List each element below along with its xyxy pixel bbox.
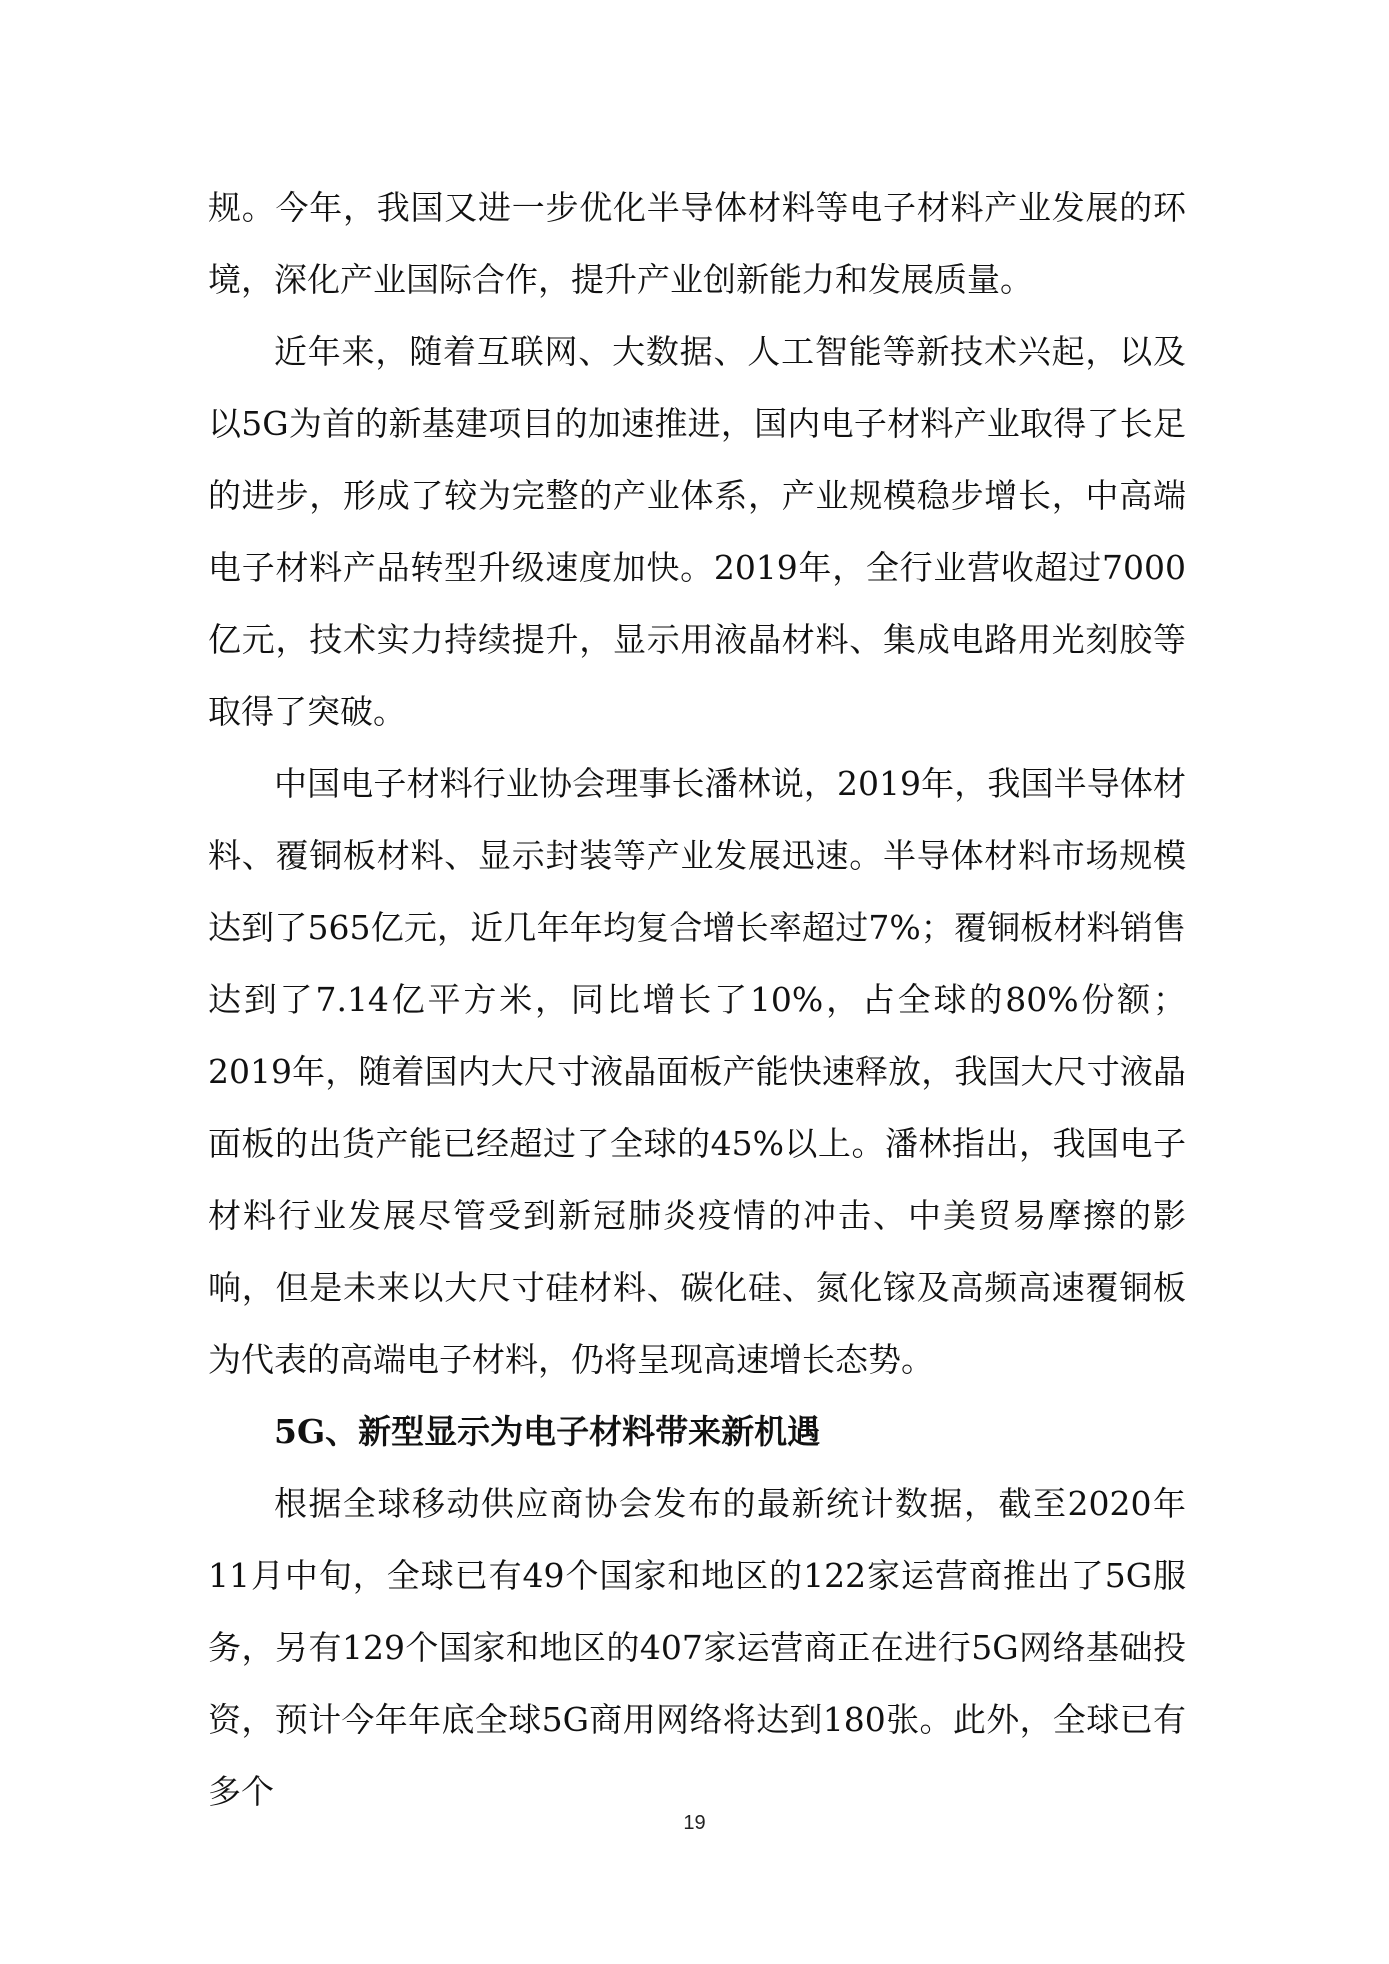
section-heading: 5G、新型显示为电子材料带来新机遇 <box>274 1412 821 1451</box>
article-body <box>208 172 1186 1828</box>
paragraph: 中国电子材料行业协会理事长潘林说，2019年，我国半导体材料、覆铜板材料、显示封装等产业发展迅速。半导体材料市场规模达到了565亿元，近几年年均复合增长率超过7%；覆铜板材料销售达到了7.14亿平方米，同比增长了10%，占全球的80%份额；2019年，随着国内大尺寸液晶面板产能快速释放，我国大尺寸液晶面板的出货产能已经超过了全球的45%以上。潘林指出，我国电子材料行业发展尽管受到新冠肺炎疫情的冲击、中美贸易摩擦的影响，但是未来以大尺寸硅材料、碳化硅、氮化镓及高频高速覆铜板为代表的高端电子材料，仍将呈现高速增长态势。 <box>208 764 1186 1379</box>
paragraph: 近年来，随着互联网、大数据、人工智能等新技术兴起，以及以5G为首的新基建项目的加速推进，国内电子材料产业取得了长足的进步，形成了较为完整的产业体系，产业规模稳步增长，中高端电子材料产品转型升级速度加快。2019年，全行业营收超过7000亿元，技术实力持续提升，显示用液晶材料、集成电路用光刻胶等取得了突破。 <box>208 332 1186 731</box>
paragraph-continuation: 规。今年，我国又进一步优化半导体材料等电子材料产业发展的环境，深化产业国际合作，提升产业创新能力和发展质量。 <box>208 188 1186 299</box>
page-number: 19 <box>683 1812 706 1834</box>
paragraph: 根据全球移动供应商协会发布的最新统计数据，截至2020年11月中旬，全球已有49个国家和地区的122家运营商推出了5G服务，另有129个国家和地区的407家运营商正在进行5G网络基础投资，预计今年年底全球5G商用网络将达到180张。此外，全球已有多个 <box>208 1484 1186 1811</box>
